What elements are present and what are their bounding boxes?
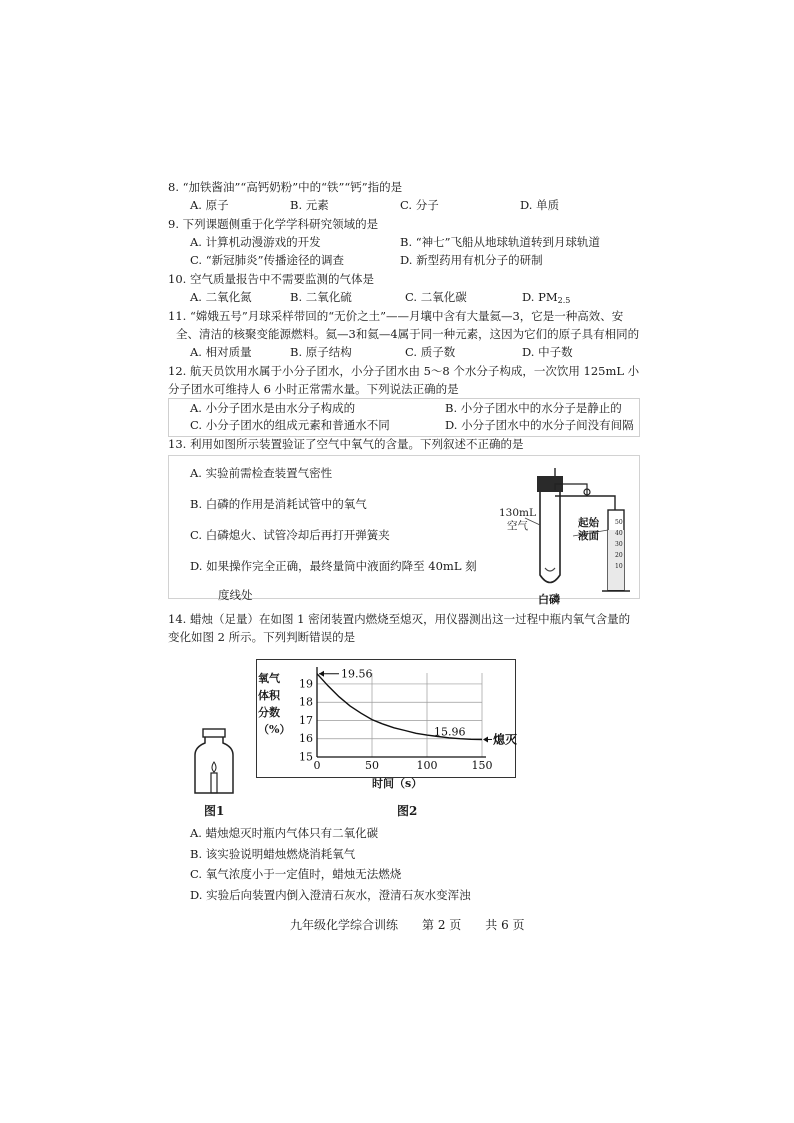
oxygen-chart <box>256 659 518 776</box>
start-value-label: 19.56 <box>341 667 373 681</box>
figure1-label: 图1 <box>204 804 225 818</box>
chart-ylabel-line4: （%） <box>258 723 291 736</box>
q13-start-level-line1: 起始 <box>578 517 599 529</box>
q14-stem-line2: 变化如图 2 所示。下列判断错误的是 <box>168 630 356 644</box>
q14-option-b[interactable]: B. 该实验说明蜡烛燃烧消耗氧气 <box>190 847 356 861</box>
q10-option-b[interactable]: B. 二氧化硫 <box>290 290 352 304</box>
cylinder-tick-labels <box>615 517 623 572</box>
connecting-tube <box>555 468 615 510</box>
jar-body <box>195 737 233 793</box>
y-tick-label-19: 19 <box>299 677 313 691</box>
page-footer: 九年级化学综合训练 第 2 页 共 6 页 <box>290 918 525 932</box>
q14-option-c[interactable]: C. 氧气浓度小于一定值时，蜡烛无法燃烧 <box>190 867 402 881</box>
cyl-tick-50: 50 <box>615 519 623 526</box>
q8-option-a[interactable]: A. 原子 <box>190 198 229 212</box>
figure2-label: 图2 <box>397 804 418 818</box>
q13-stem: 13. 利用如图所示装置验证了空气中氧气的含量。下列叙述不正确的是 <box>168 437 524 451</box>
chart-ylabel-line2: 体积 <box>258 689 280 702</box>
q10-option-d[interactable] <box>522 289 570 309</box>
q14-option-d[interactable]: D. 实验后向装置内倒入澄清石灰水，澄清石灰水变浑浊 <box>190 888 471 902</box>
q9-option-d[interactable]: D. 新型药用有机分子的研制 <box>400 253 543 267</box>
q13-phosphorus-label: 白磷 <box>538 593 560 606</box>
cyl-tick-30: 30 <box>615 541 623 548</box>
q13-apparatus-figure <box>495 470 635 600</box>
q10-option-c[interactable]: C. 二氧化碳 <box>405 290 467 304</box>
x-tick-label-0: 0 <box>313 759 321 772</box>
q11-stem-line2: 全、清洁的核聚变能源燃料。氦—3和氦—4属于同一种元素，这因为它们的原子具有相同的 <box>176 327 640 341</box>
test-tube <box>540 492 560 583</box>
q8-option-d[interactable]: D. 单质 <box>520 198 560 212</box>
figure1-candle-jar <box>190 727 238 797</box>
q8-option-c[interactable]: C. 分子 <box>400 198 439 212</box>
candle-flame <box>212 762 216 772</box>
chart-ylabel-line3: 分数 <box>258 706 280 719</box>
q13-option-a[interactable]: A. 实验前需检查装置气密性 <box>190 466 333 480</box>
cyl-tick-20: 20 <box>615 552 623 559</box>
end-annotation-arrow <box>483 736 488 742</box>
extinguished-label: 熄灭 <box>493 732 518 747</box>
q13-start-level-line2: 液面 <box>578 530 599 542</box>
q13-air-label <box>499 507 536 533</box>
y-tick-label-15: 15 <box>299 750 313 764</box>
q14-option-a[interactable]: A. 蜡烛熄灭时瓶内气体只有二氧化碳 <box>190 826 379 840</box>
end-value-label: 15.96 <box>434 725 466 739</box>
q12-stem-line1: 12. 航天员饮用水属于小分子团水，小分子团水由 5～8 个水分子构成，一次饮用 125mL 小 <box>168 364 640 378</box>
q12-option-b[interactable]: B. 小分子团水中的水分子是静止的 <box>445 401 622 415</box>
cyl-tick-10: 10 <box>615 563 623 570</box>
q13-option-b[interactable]: B. 白磷的作用是消耗试管中的氧气 <box>190 497 367 511</box>
q13-option-d-line2: 度线处 <box>218 588 253 602</box>
q14-stem-line1: 14. 蜡烛（足量）在如图 1 密闭装置内燃烧至熄灭，用仪器测出这一过程中瓶内氧气含量的 <box>168 612 631 626</box>
x-tick-label-150: 150 <box>471 759 493 772</box>
q13-air-word: 空气 <box>506 520 528 532</box>
q9-stem: 9. 下列课题侧重于化学学科研究领域的是 <box>168 217 379 231</box>
q10-option-d-subscript: 2.5 <box>557 296 571 305</box>
q13-option-c[interactable]: C. 白磷熄火、试管冷却后再打开弹簧夹 <box>190 528 390 542</box>
x-tick-label-50: 50 <box>365 759 379 772</box>
white-phosphorus-blob <box>545 568 555 571</box>
y-tick-label-17: 17 <box>299 713 313 727</box>
x-tick-label-100: 100 <box>416 759 438 772</box>
q8-option-b[interactable]: B. 元素 <box>290 198 329 212</box>
q8-stem: 8. “加铁酱油”“高钙奶粉”中的“铁”“钙”指的是 <box>168 180 403 194</box>
cyl-tick-40: 40 <box>615 530 623 537</box>
q12-option-a[interactable]: A. 小分子团水是由水分子构成的 <box>190 401 356 415</box>
q11-option-c[interactable]: C. 质子数 <box>405 345 456 359</box>
q10-option-a[interactable]: A. 二氧化氮 <box>190 290 252 304</box>
q12-option-c[interactable]: C. 小分子团水的组成元素和普通水不同 <box>190 418 390 432</box>
q11-stem-line1: 11. “嫦娥五号”月球采样带回的“无价之土”——月壤中含有大量氦—3，它是一种高效、安 <box>168 309 624 323</box>
chart-xlabel: 时间（s） <box>372 777 423 790</box>
chart-ylabel-line1: 氧气 <box>258 672 280 685</box>
y-tick-label-16: 16 <box>299 732 313 746</box>
q11-option-a[interactable]: A. 相对质量 <box>190 345 252 359</box>
q9-option-a[interactable]: A. 计算机动漫游戏的开发 <box>190 235 321 249</box>
q13-start-level-label <box>578 517 599 543</box>
q13-option-d-line1[interactable]: D. 如果操作完全正确，最终量筒中液面约降至 40mL 刻 <box>190 559 477 573</box>
q10-option-d-text: D. PM <box>522 290 558 304</box>
q12-option-d[interactable]: D. 小分子团水中的水分子间没有间隔 <box>445 418 634 432</box>
q12-stem-line2: 分子团水可维持人 6 小时正常需水量。下列说法正确的是 <box>168 382 459 396</box>
jar-lid <box>203 729 225 737</box>
q13-air-volume: 130mL <box>499 507 536 519</box>
y-tick-label-18: 18 <box>299 695 313 709</box>
q11-option-b[interactable]: B. 原子结构 <box>290 345 352 359</box>
q10-stem: 10. 空气质量报告中不需要监测的气体是 <box>168 272 374 286</box>
candle <box>211 773 217 793</box>
q9-option-b[interactable]: B. “神七”飞船从地球轨道转到月球轨道 <box>400 235 601 249</box>
q9-option-c[interactable]: C. “新冠肺炎”传播途径的调查 <box>190 253 344 267</box>
q11-option-d[interactable]: D. 中子数 <box>522 345 573 359</box>
